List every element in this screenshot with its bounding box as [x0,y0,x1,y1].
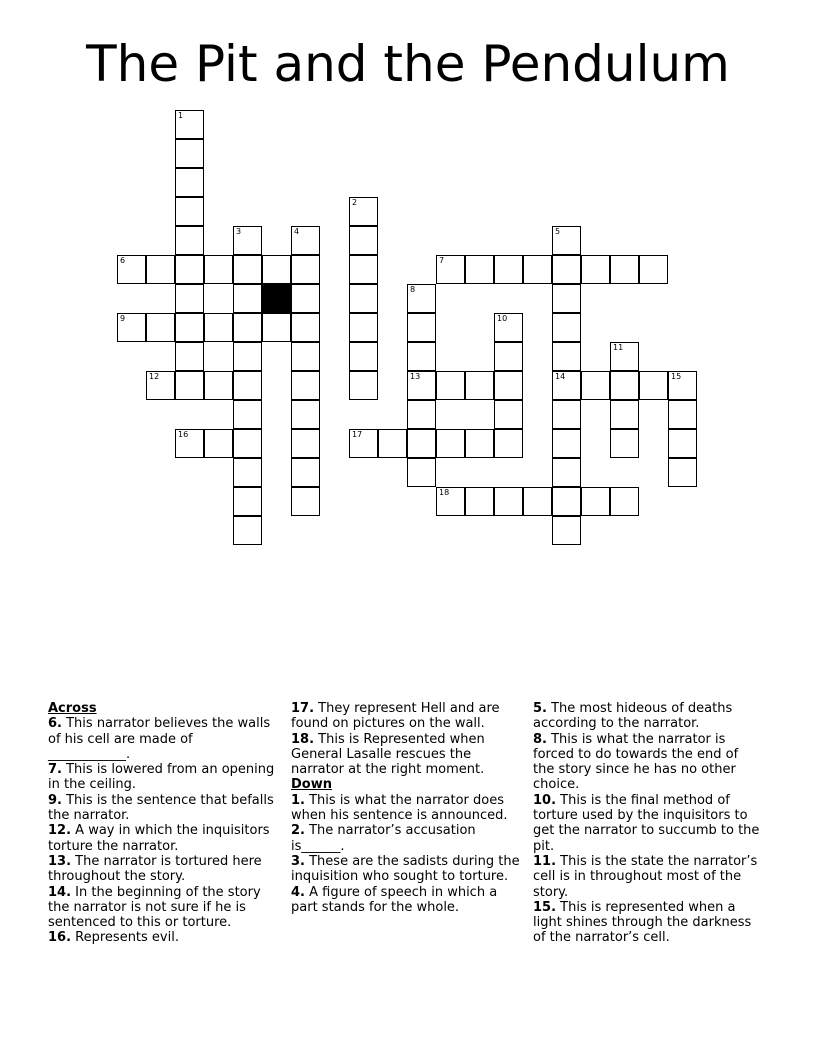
grid-cell[interactable] [465,255,494,284]
grid-cell[interactable] [262,313,291,342]
grid-cell[interactable] [175,255,204,284]
clue-column-3 [533,701,763,946]
grid-cell[interactable] [175,168,204,197]
grid-cell[interactable] [610,255,639,284]
grid-cell[interactable] [175,197,204,226]
grid-cell[interactable] [233,516,262,545]
clue-across-17: 17. They represent Hell and are found on pictures on the wall. [291,701,500,732]
clue-down-4: 4. A figure of speech in which a part stands for the whole. [291,884,498,915]
grid-cell[interactable] [146,371,175,400]
clue-down-5: 5. The most hideous of deaths according to the narrator. [533,701,733,732]
clue-number: 2 [352,198,358,207]
clue-number: 4 [294,227,300,236]
grid-cell[interactable] [494,313,523,342]
grid-cell[interactable] [233,313,262,342]
clue-number: 1 [178,111,184,120]
grid-cell[interactable] [204,371,233,400]
clue-number: 16 [178,430,189,439]
clue-number: 10 [497,314,508,323]
grid-cell[interactable] [233,255,262,284]
grid-cell[interactable] [552,400,581,429]
across-heading: Across [48,701,97,716]
grid-cell[interactable] [291,371,320,400]
grid-cell[interactable] [175,429,204,458]
grid-cell[interactable] [581,487,610,516]
grid-cell[interactable] [349,284,378,313]
clue-number: 8 [410,285,416,294]
grid-cell[interactable] [465,371,494,400]
grid-cell[interactable] [465,487,494,516]
grid-cell[interactable] [233,458,262,487]
grid-cell[interactable] [175,110,204,139]
grid-cell[interactable] [291,400,320,429]
grid-cell[interactable] [668,371,697,400]
grid-cell[interactable] [175,284,204,313]
grid-cell[interactable] [668,429,697,458]
clue-number: 12 [149,372,160,381]
clue-column-2 [291,701,521,915]
clue-number: 5 [555,227,561,236]
grid-cell[interactable] [668,400,697,429]
grid-cell[interactable] [204,313,233,342]
grid-cell[interactable] [552,487,581,516]
grid-cell[interactable] [291,313,320,342]
grid-cell[interactable] [204,429,233,458]
clue-across-12: 12. A way in which the inquisitors torture the narrator. [48,823,270,854]
clue-down-8: 8. This is what the narrator is forced to do towards the end of the story since he has no other choice. [533,731,739,793]
down-heading: Down [291,777,332,793]
grid-cell[interactable] [204,255,233,284]
grid-cell[interactable] [233,487,262,516]
grid-cell[interactable] [175,313,204,342]
grid-cell[interactable] [291,342,320,371]
clue-down-15: 15. This is represented when a light shines through the darkness of the narrator’s cell. [533,899,752,946]
grid-cell[interactable] [552,371,581,400]
clue-across-16: 16. Represents evil. [48,930,179,946]
grid-cell[interactable] [175,226,204,255]
grid-cell[interactable] [117,255,146,284]
clue-number: 18 [439,488,450,497]
grid-cell[interactable] [552,255,581,284]
clue-down-2: 2. The narrator’s accusation is______. [291,823,476,854]
grid-cell[interactable] [581,255,610,284]
grid-cell[interactable] [349,342,378,371]
grid-cell[interactable] [639,371,668,400]
grid-cell[interactable] [552,313,581,342]
grid-cell[interactable] [436,255,465,284]
grid-cell[interactable] [233,400,262,429]
grid-cell[interactable] [407,429,436,458]
grid-cell[interactable] [175,139,204,168]
grid-cell[interactable] [494,487,523,516]
grid-cell[interactable] [407,458,436,487]
clue-number: 11 [613,343,624,352]
grid-cell[interactable] [552,458,581,487]
grid-cell[interactable] [262,255,291,284]
grid-cell[interactable] [291,487,320,516]
grid-cell[interactable] [349,429,378,458]
grid-cell[interactable] [291,429,320,458]
grid-cell[interactable] [291,255,320,284]
grid-cell[interactable] [668,458,697,487]
grid-cell[interactable] [146,255,175,284]
grid-cell[interactable] [639,255,668,284]
grid-cell[interactable] [378,429,407,458]
grid-cell[interactable] [349,371,378,400]
grid-cell[interactable] [233,371,262,400]
clue-number: 7 [439,256,445,265]
grid-cell[interactable] [175,371,204,400]
grid-cell[interactable] [117,313,146,342]
grid-cell[interactable] [407,371,436,400]
grid-cell[interactable] [436,487,465,516]
clue-number: 13 [410,372,421,381]
grid-cell[interactable] [552,516,581,545]
grid-cell[interactable] [552,429,581,458]
grid-cell[interactable] [581,371,610,400]
grid-cell[interactable] [610,487,639,516]
clue-across-7: 7. This is lowered from an opening in the ceiling. [48,762,275,793]
clue-down-10: 10. This is the final method of torture used by the inquisitors to get the narrator to succumb to the pit. [533,792,760,854]
grid-cell[interactable] [349,255,378,284]
grid-cell[interactable] [552,226,581,255]
clue-across-14: 14. In the beginning of the story the narrator is not sure if he is sentenced to this or torture. [48,884,261,931]
grid-cell[interactable] [436,371,465,400]
clue-number: 17 [352,430,363,439]
grid-cell[interactable] [407,342,436,371]
clue-number: 15 [671,372,682,381]
clue-number: 14 [555,372,566,381]
grid-cell[interactable] [233,342,262,371]
grid-cell[interactable] [436,429,465,458]
grid-cell[interactable] [291,226,320,255]
grid-cell[interactable] [233,429,262,458]
grid-cell[interactable] [610,429,639,458]
clue-number: 9 [120,314,126,323]
clue-across-13: 13. The narrator is tortured here throughout the story. [48,853,262,885]
clue-number: 6 [120,256,126,265]
grid-cell[interactable] [523,255,552,284]
grid-cell[interactable] [494,342,523,371]
grid-cell[interactable] [349,313,378,342]
grid-cell[interactable] [407,313,436,342]
clue-across-18: 18. This is Represented when General Lasalle rescues the narrator at the right moment. [291,731,485,778]
grid-cell[interactable] [610,400,639,429]
grid-cell[interactable] [494,429,523,458]
grid-cell[interactable] [610,371,639,400]
grid-cell[interactable] [523,487,552,516]
grid-cell[interactable] [233,284,262,313]
grid-cell[interactable] [233,226,262,255]
clue-down-3: 3. These are the sadists during the inquisition who sought to torture. [291,853,520,885]
grid-cell[interactable] [610,342,639,371]
grid-cell[interactable] [291,458,320,487]
shaded-cell [262,284,291,313]
grid-cell[interactable] [175,342,204,371]
clue-down-1: 1. This is what the narrator does when his sentence is announced. [291,792,508,824]
clue-across-6: 6. This narrator believes the walls of his cell are made of ____________. [48,716,271,762]
grid-cell[interactable] [494,255,523,284]
grid-cell[interactable] [407,284,436,313]
grid-cell[interactable] [407,400,436,429]
grid-cell[interactable] [349,226,378,255]
grid-cell[interactable] [552,342,581,371]
clue-down-11: 11. This is the state the narrator’s cell is in throughout most of the story. [533,853,758,900]
grid-cell[interactable] [146,313,175,342]
clue-column-1 [48,701,278,946]
grid-cell[interactable] [349,197,378,226]
clue-number: 3 [236,227,242,236]
grid-cell[interactable] [494,371,523,400]
grid-cell[interactable] [552,284,581,313]
grid-cell[interactable] [494,400,523,429]
puzzle-title: The Pit and the Pendulum [86,35,730,93]
clue-across-9: 9. This is the sentence that befalls the narrator. [48,792,274,824]
grid-cell[interactable] [465,429,494,458]
grid-cell[interactable] [291,284,320,313]
